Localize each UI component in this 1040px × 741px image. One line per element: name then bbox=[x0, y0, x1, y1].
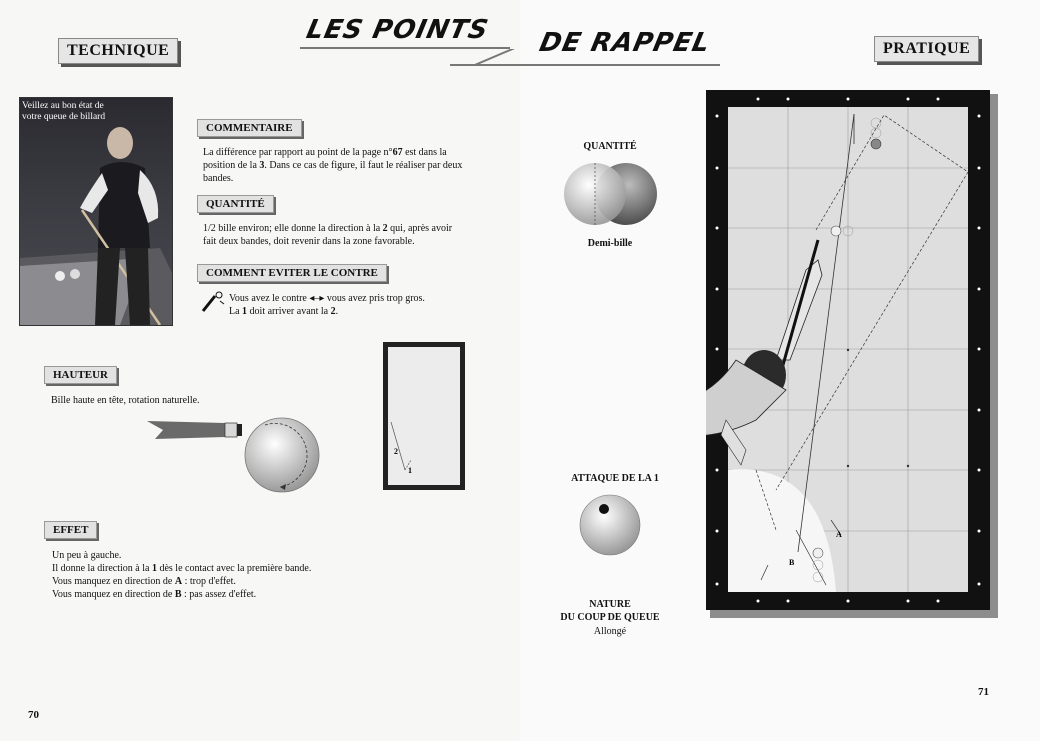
effet-l2b: 1 bbox=[151, 563, 157, 574]
effet-line2 bbox=[52, 562, 372, 575]
commentaire-l1b: 67 bbox=[392, 147, 403, 158]
effet-l4b: B bbox=[174, 589, 182, 600]
effet-l3b: A bbox=[174, 576, 183, 587]
contre-label-text: COMMENT EVITER LE CONTRE bbox=[206, 267, 378, 279]
impact-point bbox=[599, 504, 609, 514]
nature-line1: NATURE bbox=[589, 599, 631, 610]
quantite-l1b: 2 bbox=[382, 223, 388, 234]
contre-l2b: 1 bbox=[242, 306, 248, 317]
effet-l4a: Vous manquez en direction de bbox=[52, 589, 175, 600]
page-number-left: 70 bbox=[28, 709, 39, 721]
effet-label-text: EFFET bbox=[53, 524, 89, 536]
contre-l2e: . bbox=[335, 306, 339, 317]
effet-label bbox=[44, 521, 97, 539]
quantite-line2: fait deux bandes, doit revenir dans la zone favorable. bbox=[203, 236, 415, 247]
hauteur-label bbox=[44, 366, 117, 384]
contre-l2d: 2 bbox=[330, 306, 336, 317]
nature-line2: DU COUP DE QUEUE bbox=[560, 612, 660, 623]
contre-l1b: vous avez pris trop gros. bbox=[326, 293, 425, 304]
nature-value: Allongé bbox=[593, 626, 627, 637]
player-photo-illustration bbox=[20, 98, 172, 325]
quantite-label bbox=[197, 195, 274, 213]
contre-line2 bbox=[229, 305, 489, 318]
mini-table-label-2: 2 bbox=[394, 447, 398, 456]
commentaire-l1a: La différence par rapport au point de la page n° bbox=[203, 147, 393, 158]
marker-a: A bbox=[836, 530, 842, 539]
pratique-tag-text: PRATIQUE bbox=[883, 40, 971, 57]
right-page bbox=[520, 0, 1040, 741]
effet-line3 bbox=[52, 575, 372, 588]
commentaire-line2 bbox=[203, 159, 493, 172]
effet-l3a: Vous manquez en direction de bbox=[52, 576, 175, 587]
commentaire-l2a: position de la bbox=[203, 160, 260, 171]
commentaire-line3: bandes. bbox=[203, 173, 234, 184]
effet-line4 bbox=[52, 588, 372, 601]
effet-l4c: : pas assez d'effet. bbox=[181, 589, 257, 600]
billiard-table-diagram bbox=[706, 90, 998, 618]
attaque-title: ATTAQUE DE LA 1 bbox=[571, 473, 659, 484]
quantite-l1a: 1/2 bille environ; elle donne la direction à la bbox=[203, 223, 383, 234]
contre-l2a: La bbox=[229, 306, 243, 317]
contre-line1 bbox=[229, 292, 489, 305]
quantite-line1 bbox=[203, 222, 493, 235]
commentaire-label-text: COMMENTAIRE bbox=[206, 122, 293, 134]
technique-tag bbox=[58, 38, 178, 64]
commentaire-l2b: 3 bbox=[259, 160, 265, 171]
mini-table-diagram bbox=[383, 342, 467, 492]
quantite-l1c: qui, après avoir bbox=[387, 223, 453, 234]
effet-line1: Un peu à gauche. bbox=[52, 550, 122, 561]
mini-table-label-1: 1 bbox=[408, 466, 412, 475]
nature-title bbox=[545, 598, 675, 624]
contre-text bbox=[229, 292, 489, 318]
effet-l3c: : trop d'effet. bbox=[182, 576, 236, 587]
contre-l1a: Vous avez le contre bbox=[229, 293, 307, 304]
demi-bille-label: Demi-bille bbox=[587, 238, 633, 249]
title-part2: DE RAPPEL bbox=[536, 28, 714, 58]
commentaire-text bbox=[203, 146, 493, 185]
contre-label bbox=[197, 264, 387, 282]
double-arrow-icon: ◂–▸ bbox=[309, 293, 325, 304]
contre-l2c: doit arriver avant la bbox=[247, 306, 331, 317]
effet-text bbox=[52, 549, 372, 601]
effet-l2a: Il donne la direction à la bbox=[52, 563, 152, 574]
hauteur-text: Bille haute en tête, rotation naturelle. bbox=[51, 395, 200, 406]
photo-caption-line2: votre queue de billard bbox=[22, 112, 106, 122]
effet-l2c: dès le contact avec la première bande. bbox=[156, 563, 312, 574]
pratique-tag bbox=[874, 36, 979, 62]
quantite-label-text: QUANTITÉ bbox=[206, 198, 265, 210]
photo-caption-line1: Veillez au bon état de bbox=[22, 101, 104, 111]
quantite-text bbox=[203, 222, 493, 248]
attaque-ball-diagram bbox=[577, 492, 643, 558]
half-ball-diagram bbox=[562, 160, 662, 230]
commentaire-l1c: est dans la bbox=[402, 147, 447, 158]
title-part1: LES POINTS bbox=[303, 15, 492, 45]
player-photo bbox=[19, 97, 173, 326]
page-number-right: 71 bbox=[978, 686, 989, 698]
commentaire-l2c: . Dans ce cas de figure, il faut le réaliser par deux bbox=[264, 160, 463, 171]
cue-and-ball-diagram bbox=[145, 415, 325, 497]
technique-tag-text: TECHNIQUE bbox=[67, 42, 170, 59]
hauteur-label-text: HAUTEUR bbox=[53, 369, 109, 381]
quantite-diagram-title: QUANTITÉ bbox=[583, 141, 637, 152]
commentaire-line1 bbox=[203, 146, 493, 159]
marker-b: B bbox=[789, 558, 795, 567]
title-underline-decoration bbox=[300, 46, 720, 70]
commentaire-label bbox=[197, 119, 302, 137]
photo-caption bbox=[22, 101, 105, 123]
cue-hand-icon bbox=[200, 290, 226, 314]
